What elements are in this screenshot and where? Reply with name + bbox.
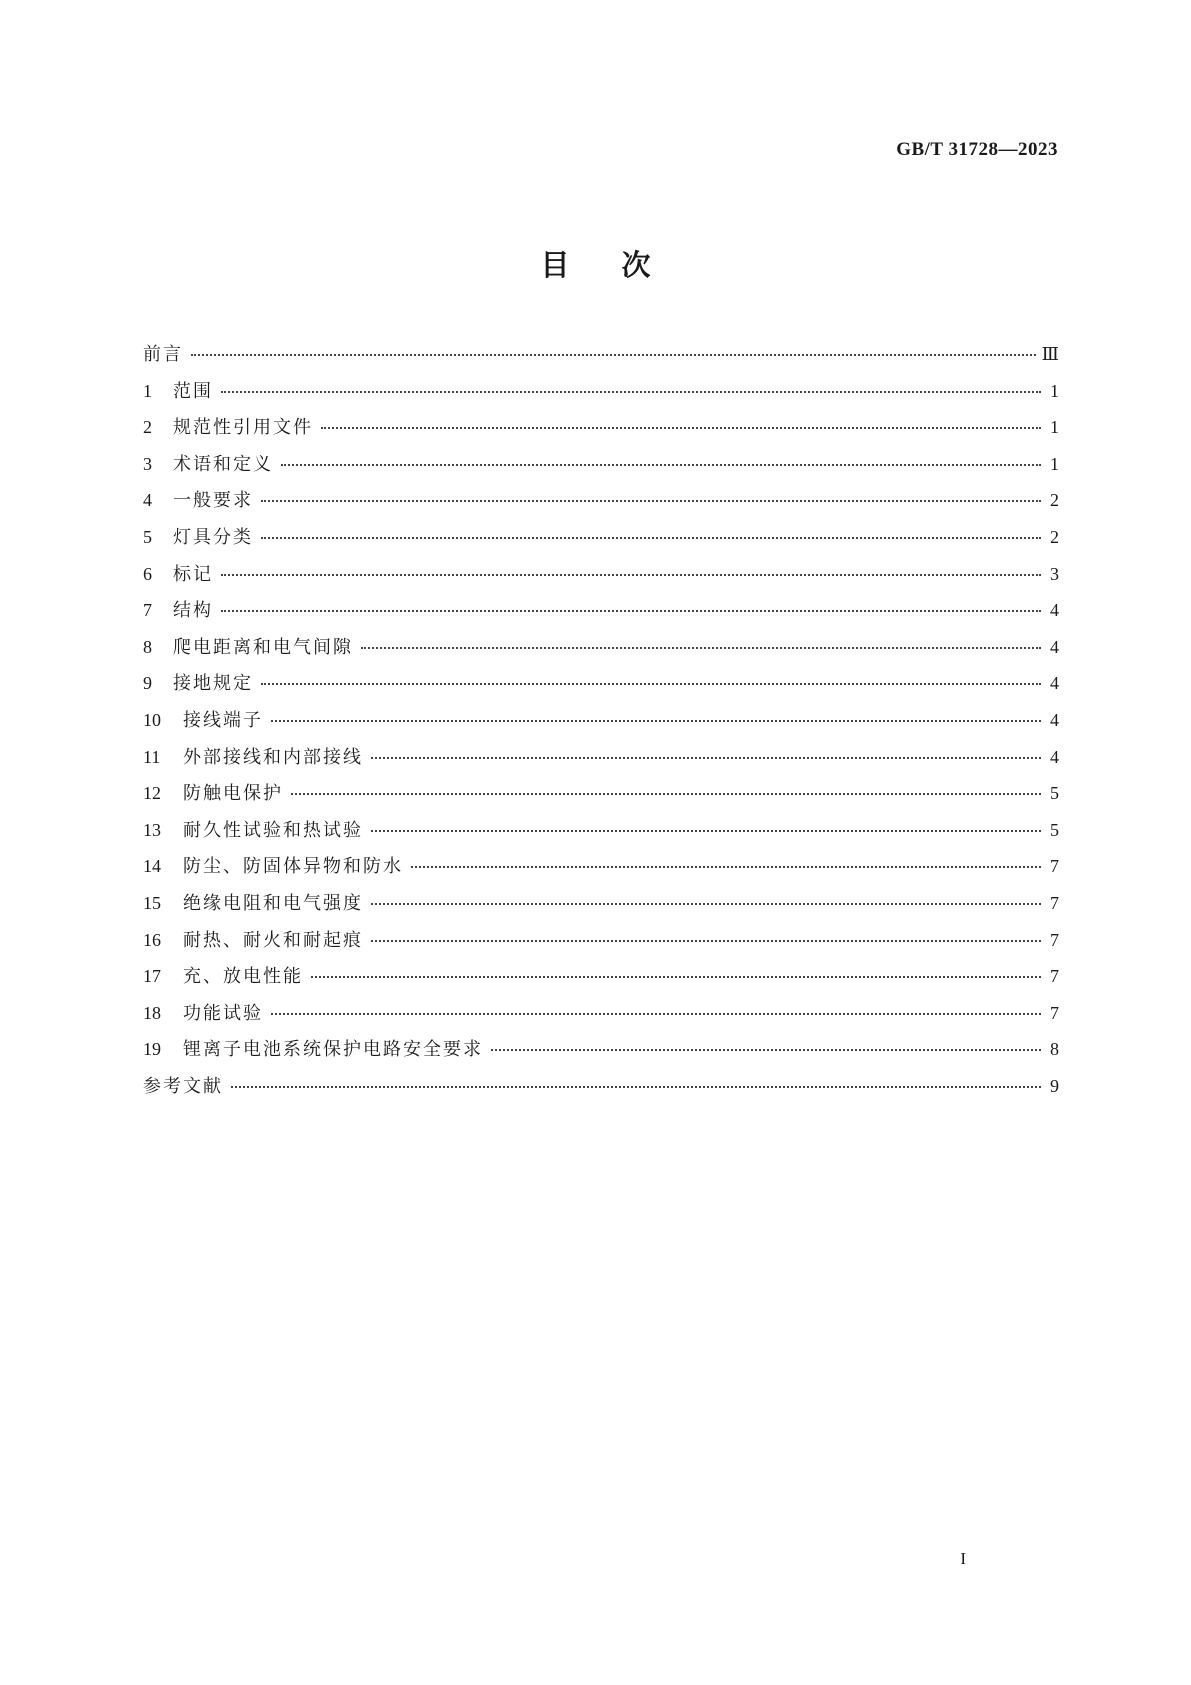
toc-entry-page: 2 xyxy=(1050,526,1059,547)
toc-leader-dots xyxy=(371,939,1041,942)
toc-entry-number: 15 xyxy=(143,892,161,913)
toc-leader-dots xyxy=(221,390,1041,393)
toc-entry-label: 一般要求 xyxy=(173,490,253,512)
toc-entry-page: 3 xyxy=(1050,563,1059,584)
toc-entry-label: 充、放电性能 xyxy=(183,966,303,988)
toc-entry-number: 12 xyxy=(143,783,161,804)
toc-entry[interactable] xyxy=(143,706,1059,743)
toc-entry-label: 结构 xyxy=(173,600,213,622)
toc-entry-page: 1 xyxy=(1050,453,1059,474)
toc-entry-number: 6 xyxy=(143,563,152,584)
toc-entry-number: 10 xyxy=(143,709,161,730)
toc-entry-page: 2 xyxy=(1050,490,1059,511)
toc-leader-dots xyxy=(261,499,1041,502)
toc-entry[interactable] xyxy=(143,852,1059,889)
toc-entry-page: 7 xyxy=(1050,966,1059,987)
toc-entry-page: 9 xyxy=(1050,1075,1059,1096)
toc-leader-dots xyxy=(281,463,1041,466)
toc-entry-number: 4 xyxy=(143,490,152,511)
toc-entry-page: Ⅲ xyxy=(1041,344,1059,364)
toc-entry[interactable] xyxy=(143,1035,1059,1072)
toc-entry-number: 14 xyxy=(143,856,161,877)
toc-entry[interactable] xyxy=(143,743,1059,780)
toc-leader-dots xyxy=(371,902,1041,905)
toc-entry-label: 耐热、耐火和耐起痕 xyxy=(183,929,363,951)
toc-entry-label: 防尘、防固体异物和防水 xyxy=(183,856,403,878)
toc-leader-dots xyxy=(371,756,1041,759)
toc-entry-label: 爬电距离和电气间隙 xyxy=(173,636,353,658)
toc-entry[interactable] xyxy=(143,486,1059,523)
toc-leader-dots xyxy=(261,536,1041,539)
toc-leader-dots xyxy=(371,829,1041,832)
toc-leader-dots xyxy=(271,719,1041,722)
toc-leader-dots xyxy=(191,353,1036,356)
toc-entry-label: 防触电保护 xyxy=(183,783,283,805)
toc-entry[interactable] xyxy=(143,889,1059,926)
toc-entry[interactable] xyxy=(143,413,1059,450)
toc-entry[interactable] xyxy=(143,633,1059,670)
toc-title: 目次 xyxy=(540,248,703,282)
toc-entry-number: 3 xyxy=(143,453,152,474)
toc-entry-label: 外部接线和内部接线 xyxy=(183,746,363,768)
toc-entry[interactable] xyxy=(143,962,1059,999)
toc-entry[interactable] xyxy=(143,340,1059,377)
toc-entry-number: 8 xyxy=(143,636,152,657)
toc-entry-label: 绝缘电阻和电气强度 xyxy=(183,892,363,914)
toc-entry-page: 7 xyxy=(1050,929,1059,950)
toc-entry-page: 4 xyxy=(1050,709,1059,730)
toc-entry-number: 19 xyxy=(143,1039,161,1060)
document-code: GB/T 31728—2023 xyxy=(896,139,1058,160)
toc-entry-page: 7 xyxy=(1050,892,1059,913)
toc-entry-page: 5 xyxy=(1050,783,1059,804)
toc-entry[interactable] xyxy=(143,999,1059,1036)
toc-leader-dots xyxy=(271,1012,1041,1015)
toc-leader-dots xyxy=(491,1048,1041,1051)
toc-entry-page: 7 xyxy=(1050,1002,1059,1023)
toc-entry-label: 接地规定 xyxy=(173,673,253,695)
toc-entry-page: 4 xyxy=(1050,673,1059,694)
toc-entry-label: 接线端子 xyxy=(183,709,263,731)
toc-entry-label: 术语和定义 xyxy=(173,453,273,475)
toc-leader-dots xyxy=(221,573,1041,576)
toc-leader-dots xyxy=(361,646,1041,649)
toc-entry[interactable] xyxy=(143,926,1059,963)
toc-entry-label: 耐久性试验和热试验 xyxy=(183,819,363,841)
toc-leader-dots xyxy=(221,609,1041,612)
toc-entry-page: 4 xyxy=(1050,600,1059,621)
toc-leader-dots xyxy=(231,1085,1041,1088)
toc-entry-number: 9 xyxy=(143,673,152,694)
toc-entry-number: 16 xyxy=(143,929,161,950)
page-number: I xyxy=(960,1549,966,1568)
toc-leader-dots xyxy=(261,682,1041,685)
toc-entry-page: 7 xyxy=(1050,856,1059,877)
toc-entry[interactable] xyxy=(143,560,1059,597)
toc-entry-page: 8 xyxy=(1050,1039,1059,1060)
toc-entry-page: 4 xyxy=(1050,636,1059,657)
toc-entry[interactable] xyxy=(143,779,1059,816)
toc-list xyxy=(143,340,1059,1108)
toc-entry[interactable] xyxy=(143,1072,1059,1109)
toc-entry-label: 功能试验 xyxy=(183,1002,263,1024)
toc-entry-number: 1 xyxy=(143,380,152,401)
toc-entry-number: 13 xyxy=(143,819,161,840)
toc-leader-dots xyxy=(321,426,1041,429)
toc-entry-number: 11 xyxy=(143,746,161,767)
toc-entry-number: 18 xyxy=(143,1002,161,1023)
toc-entry-label: 前言 xyxy=(143,344,183,365)
toc-entry-page: 5 xyxy=(1050,819,1059,840)
toc-entry-label: 参考文献 xyxy=(143,1075,223,1097)
toc-leader-dots xyxy=(311,975,1041,978)
toc-entry-number: 2 xyxy=(143,417,152,438)
toc-entry-label: 锂离子电池系统保护电路安全要求 xyxy=(183,1039,483,1061)
toc-entry[interactable] xyxy=(143,377,1059,414)
toc-entry-page: 1 xyxy=(1050,380,1059,401)
toc-entry-number: 17 xyxy=(143,966,161,987)
toc-entry[interactable] xyxy=(143,816,1059,853)
toc-entry-label: 规范性引用文件 xyxy=(173,417,313,439)
toc-entry[interactable] xyxy=(143,596,1059,633)
toc-entry-number: 5 xyxy=(143,526,152,547)
toc-entry-label: 范围 xyxy=(173,380,213,402)
toc-entry-number: 7 xyxy=(143,600,152,621)
toc-leader-dots xyxy=(411,865,1041,868)
toc-entry[interactable] xyxy=(143,523,1059,560)
toc-leader-dots xyxy=(291,792,1041,795)
toc-entry-page: 1 xyxy=(1050,417,1059,438)
toc-entry-label: 灯具分类 xyxy=(173,526,253,548)
toc-entry[interactable] xyxy=(143,669,1059,706)
toc-entry-label: 标记 xyxy=(173,563,213,585)
toc-entry[interactable] xyxy=(143,450,1059,487)
toc-entry-page: 4 xyxy=(1050,746,1059,767)
